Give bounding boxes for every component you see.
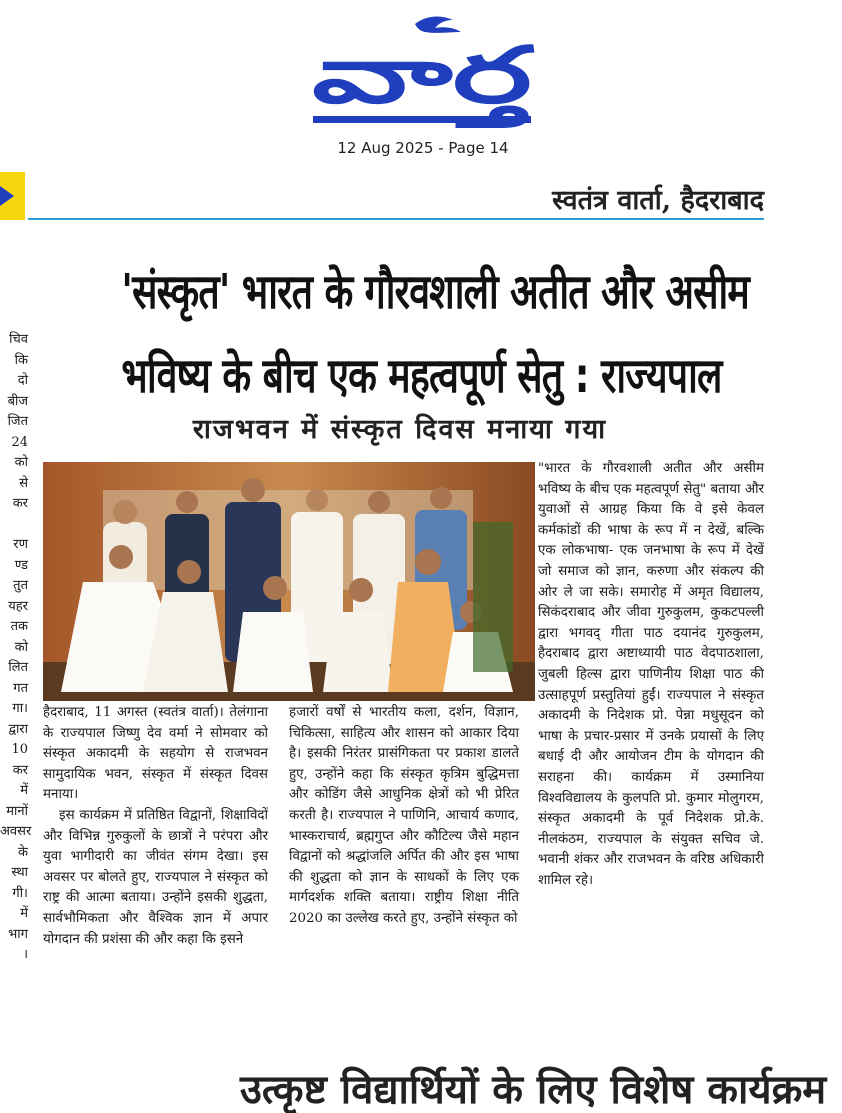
next-headline-text: उत्कृष्ट विद्यार्थियों के लिए विशेष कार्यक्रम <box>240 1067 827 1113</box>
section-header <box>28 176 764 220</box>
subheadline: राजभवन में संस्कृत दिवस मनाया गया <box>192 414 608 445</box>
left-fragment-line: लित <box>8 660 28 675</box>
star-icon <box>0 186 14 206</box>
article-column-1 <box>43 703 268 1048</box>
event-photo <box>43 462 535 701</box>
left-fragment-line: अवसर <box>0 824 32 839</box>
left-fragment-line: कर <box>12 762 28 778</box>
left-fragment-line: स्था <box>11 865 28 880</box>
left-fragment-line: गा। <box>12 701 28 716</box>
date-page: 12 Aug 2025 - Page 14 <box>337 139 509 157</box>
headline-line-1: 'संस्कृत' भारत के गौरवशाली अतीत और असीम <box>121 264 750 320</box>
headline <box>121 250 750 418</box>
left-fragment-line: को <box>14 639 28 655</box>
logo-underline <box>313 116 531 123</box>
left-fragment-line: को <box>14 455 28 470</box>
left-fragment-line: द्वारा <box>8 721 28 737</box>
left-fragment-line: ण्ड <box>14 557 28 573</box>
article-column-2 <box>289 703 519 1048</box>
left-fragment-line: के <box>18 844 28 860</box>
left-fragment-line: से <box>19 475 28 491</box>
left-fragment-line: भाग <box>8 926 28 942</box>
left-fragment-line: कर <box>12 496 28 511</box>
article-paragraph: इस कार्यक्रम में प्रतिष्ठित विद्वानों, शिक्षाविदों और विभिन्न गुरुकुलों के छात्रों ने परंपरा और युवा भागीदारी का जीवंत संगम देखा। इस अवसर पर बोलते हुए, राज्यपाल ने संस्कृत को राष्ट्र की आत्मा बताया। उन्होंने इसकी शुद्धता, सार्वभौमिकता और वैश्विक ज्ञान में अपार योगदान की प्रशंसा की और कहा कि इसने <box>43 807 268 947</box>
article-paragraph: "भारत के गौरवशाली अतीत और असीम भविष्य के बीच एक महत्वपूर्ण सेतु" बताया और युवाओं से आग्रह किया कि वे इसे केवल कर्मकांडों की भाषा के रूप में न देखें, बल्कि एक लोकभाषा- एक जनभाषा के रूप में देखें जो समाज को ज्ञान, करुणा और संकल्प की ओर ले जा सके। समारोह में अमृत विद्यालय, सिकंदराबाद और जीवा गुरुकुलम, कुकटपल्ली द्वारा भगवद् गीता पाठ दयानंद गुरुकुलम, हैदराबाद द्वारा अष्टाध्यायी पाठ वेदपाठशाला, जुबली हिल्स द्वारा पाणिनीय शिक्षा पाठ की उत्साहपूर्ण प्रस्तुतियां हुईं। राज्यपाल ने संस्कृत अकादमी के निदेशक प्रो. पेन्ना मधुसूदन को भाषा के प्रचार-प्रसार में उनके प्रयासों के लिए बधाई दी और आयोजन टीम के योगदान की सराहना की। कार्यक्रम में उस्मानिया विश्वविद्यालय के कुलपति प्रो. कुमार मोलुगरम, संस्कृत अकादमी के पूर्व निदेशक प्रो.के. नीलकंठम, राज्यपाल के संयुक्त सचिव जे. भवानी शंकर और राजभवन के वरिष्ठ अधिकारी शामिल रहे। <box>538 461 764 888</box>
left-fragment-line: गी। <box>12 885 28 901</box>
left-fragment-line: चिव <box>9 332 28 347</box>
left-fragment-line: 24 <box>11 434 28 450</box>
left-fragment-line: रण <box>13 537 28 552</box>
article-paragraph: हैदराबाद, 11 अगस्त (स्वतंत्र वार्ता)। तेलंगाना के राज्यपाल जिष्णु देव वर्मा ने सोमवार को संस्कृत अकादमी के सहयोग से राजभवन सामुदायिक भवन, संस्कृत में संस्कृत दिवस मनाया। <box>43 705 268 803</box>
left-fragment-line: जित <box>7 414 28 429</box>
left-fragment-line: 10 <box>11 742 28 757</box>
logo-text: వార్త <box>312 31 440 121</box>
next-article-headline-cut <box>240 1067 827 1113</box>
masthead <box>305 6 540 128</box>
section-marker <box>0 172 25 220</box>
left-fragment-line: तक <box>10 619 28 634</box>
article-paragraph: हजारों वर्षों से भारतीय कला, दर्शन, विज्ञान, चिकित्सा, साहित्य और शासन को आकार दिया है। इसकी निरंतर प्रासंगिकता पर प्रकाश डालते हुए, उन्होंने कहा कि संस्कृत कृत्रिम बुद्धिमत्ता और कोडिंग जैसे आधुनिक क्षेत्रों को भी प्रेरित करती है। राज्यपाल ने पाणिनि, आचार्य कणाद, भास्कराचार्य, ब्रह्मगुप्त और कौटिल्य जैसे महान विद्वानों को श्रद्धांजलि अर्पित की और इस भाषा की शुद्धता को ज्ञान के साधकों के लिए एक मार्गदर्शक शक्ति बताया। राष्ट्रीय शिक्षा नीति 2020 का उल्लेख करते हुए, उन्होंने संस्कृत को <box>289 705 519 926</box>
vaartha-logo <box>305 6 540 128</box>
left-fragment-line <box>0 515 28 536</box>
left-fragment-line: । <box>23 947 28 962</box>
left-fragment-line: गत <box>13 680 28 696</box>
left-fragment-line: दो <box>17 373 28 388</box>
left-column-fragment <box>0 330 32 1050</box>
left-fragment-line: में <box>20 783 28 798</box>
article-column-3 <box>538 459 764 1055</box>
left-fragment-line: कि <box>14 352 28 368</box>
left-fragment-line: यहर <box>8 598 28 614</box>
left-fragment-line: मानों <box>6 803 28 819</box>
left-fragment-line: में <box>20 906 28 921</box>
headline-line-2: भविष्य के बीच एक महत्वपूर्ण सेतु : राज्यपाल <box>121 348 722 404</box>
left-fragment-line: तुत <box>13 578 28 593</box>
left-fragment-line: बीज <box>7 393 28 409</box>
section-label: स्वतंत्र वार्ता, हैदराबाद <box>552 185 764 216</box>
